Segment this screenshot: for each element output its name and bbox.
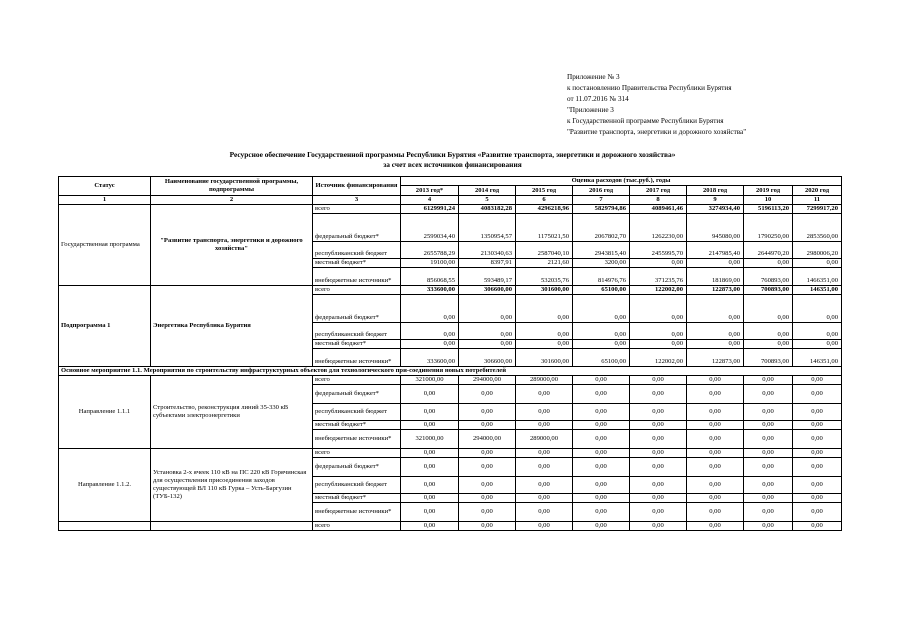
d111-total-value: 0,00	[793, 376, 842, 385]
d112-total-value: 0,00	[459, 449, 516, 458]
d112-republic-value: 0,00	[687, 477, 744, 494]
gp-local-value: 0,00	[687, 259, 744, 268]
pp1-federal-value: 0,00	[573, 295, 630, 323]
gp-extra-value: 371235,76	[630, 268, 687, 286]
pp1-republic-value: 0,00	[573, 323, 630, 340]
gp-name: "Развитие транспорта, энергетики и дорожного хозяйства"	[151, 205, 313, 286]
d111-federal-value: 0,00	[459, 385, 516, 404]
col-name-header: Наименование государственной программы, подпрограммы	[151, 177, 313, 196]
gp-extra-value: 856068,55	[401, 268, 459, 286]
pp1-total-value: 333600,00	[401, 286, 459, 295]
d111-republic-value: 0,00	[401, 404, 459, 421]
d111-republic-value: 0,00	[630, 404, 687, 421]
section-row	[59, 367, 842, 376]
d111-republic-value: 0,00	[793, 404, 842, 421]
gp-federal-value: 2067802,70	[573, 214, 630, 242]
pp1-local-value: 0,00	[459, 340, 516, 349]
gp-local-value: 19100,00	[401, 259, 459, 268]
d112-extra-value: 0,00	[744, 503, 793, 522]
pp1-federal-value: 0,00	[793, 295, 842, 323]
gp-extra-value: 181869,00	[687, 268, 744, 286]
gp-republic-value: 2455995,70	[630, 242, 687, 259]
d112-local-value: 0,00	[459, 494, 516, 503]
d112-federal-value: 0,00	[687, 458, 744, 477]
col-status-header: Статус	[59, 177, 151, 196]
source-total: всего	[313, 522, 401, 531]
gp-total-value: 4089461,46	[630, 205, 687, 214]
appendix-header	[567, 72, 746, 138]
gp-extra-value: 814976,76	[573, 268, 630, 286]
gp-local-value: 0,00	[630, 259, 687, 268]
source-local: местный бюджет*	[313, 421, 401, 430]
d111-extra-value: 289000,00	[516, 430, 573, 449]
header-line: к Государственной программе Республики Бурятия	[567, 117, 724, 125]
pp1-local-value: 0,00	[516, 340, 573, 349]
header-line: к постановлению Правительства Республики Бурятия	[567, 84, 732, 92]
source-federal: федеральный бюджет*	[313, 295, 401, 323]
d112-republic-value: 0,00	[744, 477, 793, 494]
pp1-total-value: 146351,00	[793, 286, 842, 295]
d112-federal-value: 0,00	[459, 458, 516, 477]
pp1-republic-value: 0,00	[630, 323, 687, 340]
pp1-status: Подпрограмма 1	[59, 286, 151, 367]
data-row-next-total	[59, 522, 842, 531]
next-total-value: 0,00	[793, 522, 842, 531]
d112-extra-value: 0,00	[687, 503, 744, 522]
d112-status: Направление 1.1.2.	[59, 449, 151, 522]
d112-total-value: 0,00	[744, 449, 793, 458]
pp1-extra-value: 306600,00	[459, 349, 516, 367]
d111-extra-value: 294000,00	[459, 430, 516, 449]
d111-local-value: 0,00	[793, 421, 842, 430]
pp1-local-value: 0,00	[401, 340, 459, 349]
col-estimate-header: Оценка расходов (тыс.руб.), годы	[401, 177, 842, 186]
d112-republic-value: 0,00	[401, 477, 459, 494]
pp1-total-value: 306600,00	[459, 286, 516, 295]
source-republic: республиканский бюджет	[313, 242, 401, 259]
gp-federal-value: 2853560,00	[793, 214, 842, 242]
d111-extra-value: 0,00	[687, 430, 744, 449]
d112-total-value: 0,00	[573, 449, 630, 458]
next-status	[59, 522, 151, 531]
next-total-value: 0,00	[516, 522, 573, 531]
d112-federal-value: 0,00	[401, 458, 459, 477]
next-total-value: 0,00	[573, 522, 630, 531]
gp-total-value: 7299917,20	[793, 205, 842, 214]
col-number: 1	[59, 196, 151, 205]
year-header: 2018 год	[687, 186, 744, 196]
pp1-extra-value: 301600,00	[516, 349, 573, 367]
d112-local-value: 0,00	[401, 494, 459, 503]
source-local: местный бюджет*	[313, 340, 401, 349]
source-total: всего	[313, 449, 401, 458]
d111-extra-value: 0,00	[744, 430, 793, 449]
document-title	[0, 150, 905, 170]
year-header: 2019 год	[744, 186, 793, 196]
d112-republic-value: 0,00	[573, 477, 630, 494]
gp-local-value: 2121,60	[516, 259, 573, 268]
col-number: 8	[630, 196, 687, 205]
pp1-extra-value: 333600,00	[401, 349, 459, 367]
d112-local-value: 0,00	[687, 494, 744, 503]
d111-local-value: 0,00	[573, 421, 630, 430]
gp-total-value: 5196113,20	[744, 205, 793, 214]
gp-total-value: 6129991,24	[401, 205, 459, 214]
d112-total-value: 0,00	[401, 449, 459, 458]
data-row-d111-total	[59, 376, 842, 385]
gp-local-value: 3200,00	[573, 259, 630, 268]
d111-total-value: 0,00	[573, 376, 630, 385]
d112-local-value: 0,00	[793, 494, 842, 503]
pp1-total-value: 700893,00	[744, 286, 793, 295]
gp-extra-value: 1466351,00	[793, 268, 842, 286]
source-total: всего	[313, 376, 401, 385]
header-line: от 11.07.2016 № 314	[567, 95, 629, 103]
gp-republic-value: 2980006,20	[793, 242, 842, 259]
d112-republic-value: 0,00	[516, 477, 573, 494]
d111-federal-value: 0,00	[401, 385, 459, 404]
d112-republic-value: 0,00	[630, 477, 687, 494]
header-line: "Развитие транспорта, энергетики и дорожного хозяйства"	[567, 128, 747, 136]
d111-total-value: 0,00	[744, 376, 793, 385]
source-republic: республиканский бюджет	[313, 404, 401, 421]
section-title: Основное мероприятие 1.1. Мероприятия по строительству инфраструктурных объектов для технологического при-соединения новых потребителей	[59, 367, 842, 376]
pp1-total-value: 65100,00	[573, 286, 630, 295]
gp-local-value: 8397,91	[459, 259, 516, 268]
d112-federal-value: 0,00	[630, 458, 687, 477]
pp1-extra-value: 65100,00	[573, 349, 630, 367]
d112-total-value: 0,00	[687, 449, 744, 458]
d111-federal-value: 0,00	[516, 385, 573, 404]
d111-name: Строительство, реконструкция линий 35-330 кВ субъектами электроэнергетики	[151, 376, 313, 449]
d112-local-value: 0,00	[630, 494, 687, 503]
d112-total-value: 0,00	[793, 449, 842, 458]
pp1-federal-value: 0,00	[516, 295, 573, 323]
source-federal: федеральный бюджет*	[313, 458, 401, 477]
pp1-local-value: 0,00	[630, 340, 687, 349]
pp1-extra-value: 700893,00	[744, 349, 793, 367]
d111-local-value: 0,00	[744, 421, 793, 430]
gp-federal-value: 1790250,00	[744, 214, 793, 242]
year-header: 2014 год	[459, 186, 516, 196]
next-total-value: 0,00	[401, 522, 459, 531]
header-line: Приложение № 3	[567, 73, 620, 81]
d111-local-value: 0,00	[687, 421, 744, 430]
d112-federal-value: 0,00	[573, 458, 630, 477]
source-republic: республиканский бюджет	[313, 477, 401, 494]
next-total-value: 0,00	[459, 522, 516, 531]
col-number: 3	[313, 196, 401, 205]
pp1-republic-value: 0,00	[744, 323, 793, 340]
year-header: 2016 год	[573, 186, 630, 196]
d111-status: Направление 1.1.1	[59, 376, 151, 449]
header-row	[59, 177, 842, 186]
d112-total-value: 0,00	[630, 449, 687, 458]
column-number-row	[59, 196, 842, 205]
col-number: 5	[459, 196, 516, 205]
source-total: всего	[313, 205, 401, 214]
source-extra: внебюджетные источники*	[313, 430, 401, 449]
source-total: всего	[313, 286, 401, 295]
col-number: 4	[401, 196, 459, 205]
d111-total-value: 294000,00	[459, 376, 516, 385]
data-row-gp-total	[59, 205, 842, 214]
d111-local-value: 0,00	[459, 421, 516, 430]
source-local: местный бюджет*	[313, 259, 401, 268]
source-republic: республиканский бюджет	[313, 323, 401, 340]
d111-federal-value: 0,00	[793, 385, 842, 404]
gp-local-value: 0,00	[744, 259, 793, 268]
gp-total-value: 3274934,40	[687, 205, 744, 214]
gp-total-value: 4296218,96	[516, 205, 573, 214]
col-number: 9	[687, 196, 744, 205]
next-name	[151, 522, 313, 531]
gp-federal-value: 1175021,50	[516, 214, 573, 242]
gp-republic-value: 2147985,40	[687, 242, 744, 259]
year-header: 2020 год	[793, 186, 842, 196]
d111-republic-value: 0,00	[744, 404, 793, 421]
d112-name: Установка 2-х ячеек 110 кВ на ПС 220 кВ Горячинская для осуществления присоединения заходов существующей ВЛ 110 кВ Гурка – Усть-Баргузин (ТУБ-132)	[151, 449, 313, 522]
d112-local-value: 0,00	[516, 494, 573, 503]
data-row-pp1-total	[59, 286, 842, 295]
d111-total-value: 0,00	[630, 376, 687, 385]
pp1-extra-value: 122002,00	[630, 349, 687, 367]
gp-republic-value: 2644970,20	[744, 242, 793, 259]
pp1-federal-value: 0,00	[687, 295, 744, 323]
pp1-republic-value: 0,00	[459, 323, 516, 340]
year-header: 2015 год	[516, 186, 573, 196]
d112-total-value: 0,00	[516, 449, 573, 458]
source-extra: внебюджетные источники*	[313, 503, 401, 522]
d111-total-value: 0,00	[687, 376, 744, 385]
gp-republic-value: 2943815,40	[573, 242, 630, 259]
d112-extra-value: 0,00	[401, 503, 459, 522]
pp1-republic-value: 0,00	[793, 323, 842, 340]
source-local: местный бюджет*	[313, 494, 401, 503]
pp1-total-value: 301600,00	[516, 286, 573, 295]
next-total-value: 0,00	[687, 522, 744, 531]
pp1-total-value: 122002,00	[630, 286, 687, 295]
d112-federal-value: 0,00	[516, 458, 573, 477]
d111-total-value: 289000,00	[516, 376, 573, 385]
col-number: 6	[516, 196, 573, 205]
next-total-value: 0,00	[630, 522, 687, 531]
pp1-republic-value: 0,00	[687, 323, 744, 340]
gp-total-value: 4083182,28	[459, 205, 516, 214]
d112-federal-value: 0,00	[793, 458, 842, 477]
gp-federal-value: 945080,00	[687, 214, 744, 242]
d112-republic-value: 0,00	[793, 477, 842, 494]
pp1-local-value: 0,00	[573, 340, 630, 349]
gp-republic-value: 2130340,63	[459, 242, 516, 259]
d111-total-value: 321000,00	[401, 376, 459, 385]
d112-extra-value: 0,00	[793, 503, 842, 522]
source-extra: внебюджетные источники*	[313, 349, 401, 367]
d111-federal-value: 0,00	[744, 385, 793, 404]
d111-local-value: 0,00	[630, 421, 687, 430]
d112-extra-value: 0,00	[516, 503, 573, 522]
year-header: 2013 год*	[401, 186, 459, 196]
d112-extra-value: 0,00	[573, 503, 630, 522]
gp-extra-value: 760893,00	[744, 268, 793, 286]
pp1-federal-value: 0,00	[401, 295, 459, 323]
col-number: 10	[744, 196, 793, 205]
d111-federal-value: 0,00	[630, 385, 687, 404]
gp-republic-value: 2655788,29	[401, 242, 459, 259]
d112-local-value: 0,00	[573, 494, 630, 503]
resource-table	[58, 176, 842, 531]
next-total-value: 0,00	[744, 522, 793, 531]
d111-extra-value: 321000,00	[401, 430, 459, 449]
source-federal: федеральный бюджет*	[313, 214, 401, 242]
col-number: 2	[151, 196, 313, 205]
pp1-local-value: 0,00	[687, 340, 744, 349]
d112-local-value: 0,00	[744, 494, 793, 503]
pp1-federal-value: 0,00	[630, 295, 687, 323]
col-number: 11	[793, 196, 842, 205]
d111-republic-value: 0,00	[516, 404, 573, 421]
d111-republic-value: 0,00	[459, 404, 516, 421]
gp-federal-value: 1350954,57	[459, 214, 516, 242]
gp-federal-value: 1262230,00	[630, 214, 687, 242]
year-header: 2017 год	[630, 186, 687, 196]
gp-extra-value: 532035,76	[516, 268, 573, 286]
d112-republic-value: 0,00	[459, 477, 516, 494]
d112-extra-value: 0,00	[459, 503, 516, 522]
pp1-total-value: 122873,00	[687, 286, 744, 295]
title-line-2: за счет всех источников финансирования	[383, 160, 522, 169]
d111-republic-value: 0,00	[687, 404, 744, 421]
pp1-local-value: 0,00	[744, 340, 793, 349]
d112-extra-value: 0,00	[630, 503, 687, 522]
title-line-1: Ресурсное обеспечение Государственной программы Республики Бурятия «Развитие транспорта, энергетики и дорожного хозяйства»	[229, 150, 676, 159]
d111-extra-value: 0,00	[630, 430, 687, 449]
gp-extra-value: 593489,17	[459, 268, 516, 286]
d111-extra-value: 0,00	[793, 430, 842, 449]
data-row-d112-total	[59, 449, 842, 458]
pp1-extra-value: 122873,00	[687, 349, 744, 367]
source-extra: внебюджетные источники*	[313, 268, 401, 286]
pp1-federal-value: 0,00	[744, 295, 793, 323]
d111-republic-value: 0,00	[573, 404, 630, 421]
header-line: "Приложение 3	[567, 106, 614, 114]
gp-republic-value: 2587040,10	[516, 242, 573, 259]
d111-federal-value: 0,00	[573, 385, 630, 404]
pp1-local-value: 0,00	[793, 340, 842, 349]
d111-local-value: 0,00	[401, 421, 459, 430]
source-federal: федеральный бюджет*	[313, 385, 401, 404]
pp1-name: Энергетика Республика Бурятия	[151, 286, 313, 367]
pp1-republic-value: 0,00	[401, 323, 459, 340]
d111-local-value: 0,00	[516, 421, 573, 430]
d112-federal-value: 0,00	[744, 458, 793, 477]
pp1-federal-value: 0,00	[459, 295, 516, 323]
gp-local-value: 0,00	[793, 259, 842, 268]
d111-extra-value: 0,00	[573, 430, 630, 449]
pp1-republic-value: 0,00	[516, 323, 573, 340]
col-source-header: Источник финансирования	[313, 177, 401, 196]
gp-total-value: 5829794,86	[573, 205, 630, 214]
pp1-extra-value: 146351,00	[793, 349, 842, 367]
col-number: 7	[573, 196, 630, 205]
d111-federal-value: 0,00	[687, 385, 744, 404]
gp-status: Государственная программа	[59, 205, 151, 286]
gp-federal-value: 2599034,40	[401, 214, 459, 242]
